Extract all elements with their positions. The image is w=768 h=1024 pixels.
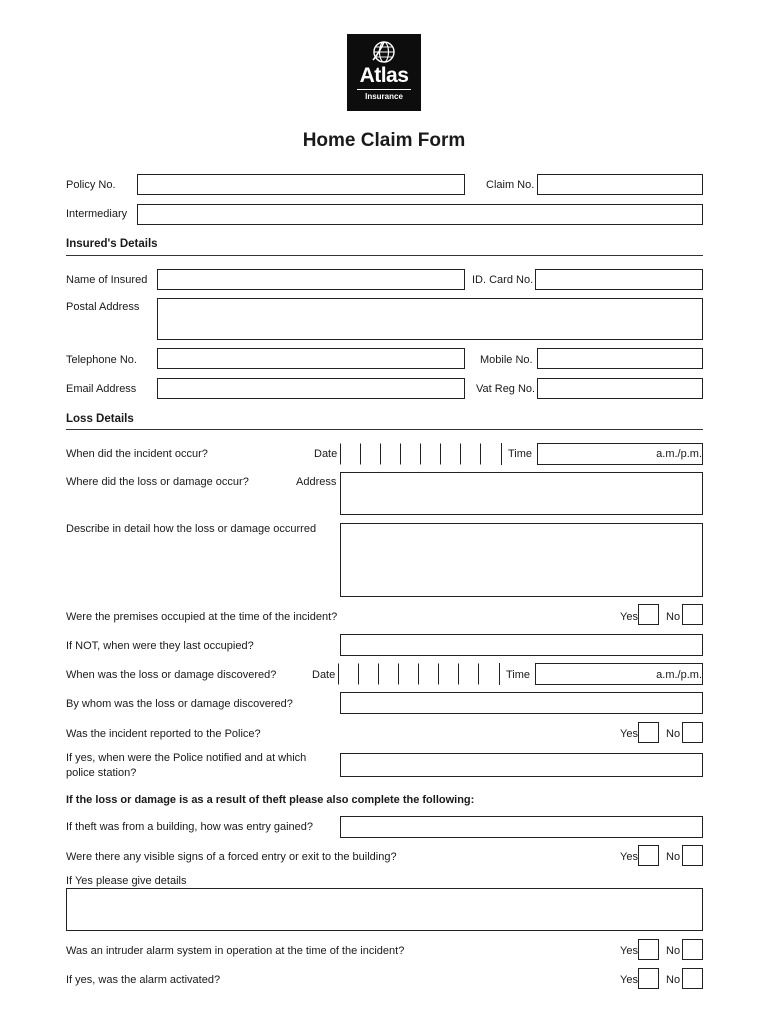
discovered-by-field[interactable] (340, 692, 703, 714)
alarm-op-no-checkbox[interactable] (682, 939, 703, 960)
premises-yes-label: Yes (620, 611, 638, 623)
name-of-insured-field[interactable] (157, 269, 465, 290)
mobile-label: Mobile No. (480, 354, 533, 366)
insured-divider (66, 255, 703, 256)
logo-tagline: Insurance (365, 92, 403, 101)
id-card-label: ID. Card No. (472, 274, 534, 286)
give-details-field[interactable] (66, 888, 703, 931)
name-of-insured-label: Name of Insured (66, 274, 148, 286)
policy-no-label: Policy No. (66, 179, 116, 191)
intermediary-label: Intermediary (66, 208, 128, 220)
loss-address-label: Address (296, 476, 337, 488)
alarm-op-yes-label: Yes (620, 945, 638, 957)
discovered-ampm: a.m./p.m. (656, 669, 702, 681)
vat-label: Vat Reg No. (476, 383, 536, 395)
alarm-act-no-checkbox[interactable] (682, 968, 703, 989)
globe-icon (371, 39, 397, 65)
postal-address-field[interactable] (157, 298, 703, 340)
atlas-insurance-logo (347, 34, 421, 111)
id-card-field[interactable] (535, 269, 703, 290)
entry-gained-label: If theft was from a building, how was entry gained? (66, 821, 314, 833)
forced-entry-label: Were there any visible signs of a forced entry or exit to the building? (66, 851, 397, 863)
police-yes-checkbox[interactable] (638, 722, 659, 743)
claim-no-label: Claim No. (486, 179, 535, 191)
premises-occupied-label: Were the premises occupied at the time of the incident? (66, 611, 338, 623)
forced-no-checkbox[interactable] (682, 845, 703, 866)
alarm-op-yes-checkbox[interactable] (638, 939, 659, 960)
describe-label: Describe in detail how the loss or damage occurred (66, 523, 317, 535)
last-occupied-label: If NOT, when were they last occupied? (66, 640, 254, 652)
police-when-label-line2: police station? (66, 767, 137, 779)
premises-no-label: No (666, 611, 681, 623)
give-details-label: If Yes please give details (66, 875, 187, 887)
alarm-act-yes-checkbox[interactable] (638, 968, 659, 989)
police-no-label: No (666, 728, 681, 740)
discovered-when-label: When was the loss or damage discovered? (66, 669, 277, 681)
forced-yes-label: Yes (620, 851, 638, 863)
forced-no-label: No (666, 851, 681, 863)
forced-yes-checkbox[interactable] (638, 845, 659, 866)
postal-address-label: Postal Address (66, 301, 140, 313)
email-field[interactable] (157, 378, 465, 399)
police-when-field[interactable] (340, 753, 703, 777)
premises-no-checkbox[interactable] (682, 604, 703, 625)
incident-when-label: When did the incident occur? (66, 448, 208, 460)
describe-field[interactable] (340, 523, 703, 597)
form-title: Home Claim Form (302, 130, 466, 151)
discovered-date-field[interactable] (338, 663, 500, 685)
discovered-time-label: Time (506, 669, 531, 681)
logo-brand: Atlas (359, 64, 409, 87)
logo-divider (357, 89, 411, 90)
incident-date-label: Date (314, 448, 338, 460)
alarm-operation-label: Was an intruder alarm system in operation at the time of the incident? (66, 945, 405, 957)
loss-divider (66, 429, 703, 430)
discovered-by-label: By whom was the loss or damage discovered? (66, 698, 293, 710)
incident-date-field[interactable] (340, 443, 502, 465)
discovered-date-label: Date (312, 669, 336, 681)
incident-time-label: Time (508, 448, 533, 460)
intermediary-field[interactable] (137, 204, 703, 225)
claim-no-field[interactable] (537, 174, 703, 195)
last-occupied-field[interactable] (340, 634, 703, 656)
entry-gained-field[interactable] (340, 816, 703, 838)
alarm-op-no-label: No (666, 945, 681, 957)
loss-details-heading: Loss Details (66, 413, 134, 425)
police-reported-label: Was the incident reported to the Police? (66, 728, 261, 740)
vat-field[interactable] (537, 378, 703, 399)
police-no-checkbox[interactable] (682, 722, 703, 743)
mobile-field[interactable] (537, 348, 703, 369)
alarm-activated-label: If yes, was the alarm activated? (66, 974, 221, 986)
police-yes-label: Yes (620, 728, 638, 740)
telephone-label: Telephone No. (66, 354, 137, 366)
alarm-act-yes-label: Yes (620, 974, 638, 986)
police-when-label-line1: If yes, when were the Police notified and at which (66, 752, 307, 764)
loss-where-label: Where did the loss or damage occur? (66, 476, 249, 488)
insured-details-heading: Insured's Details (66, 238, 158, 250)
alarm-act-no-label: No (666, 974, 681, 986)
incident-ampm: a.m./p.m. (656, 448, 702, 460)
theft-heading: If the loss or damage is as a result of theft please also complete the following: (66, 794, 475, 806)
premises-yes-checkbox[interactable] (638, 604, 659, 625)
email-label: Email Address (66, 383, 137, 395)
loss-address-field[interactable] (340, 472, 703, 515)
telephone-field[interactable] (157, 348, 465, 369)
policy-no-field[interactable] (137, 174, 465, 195)
